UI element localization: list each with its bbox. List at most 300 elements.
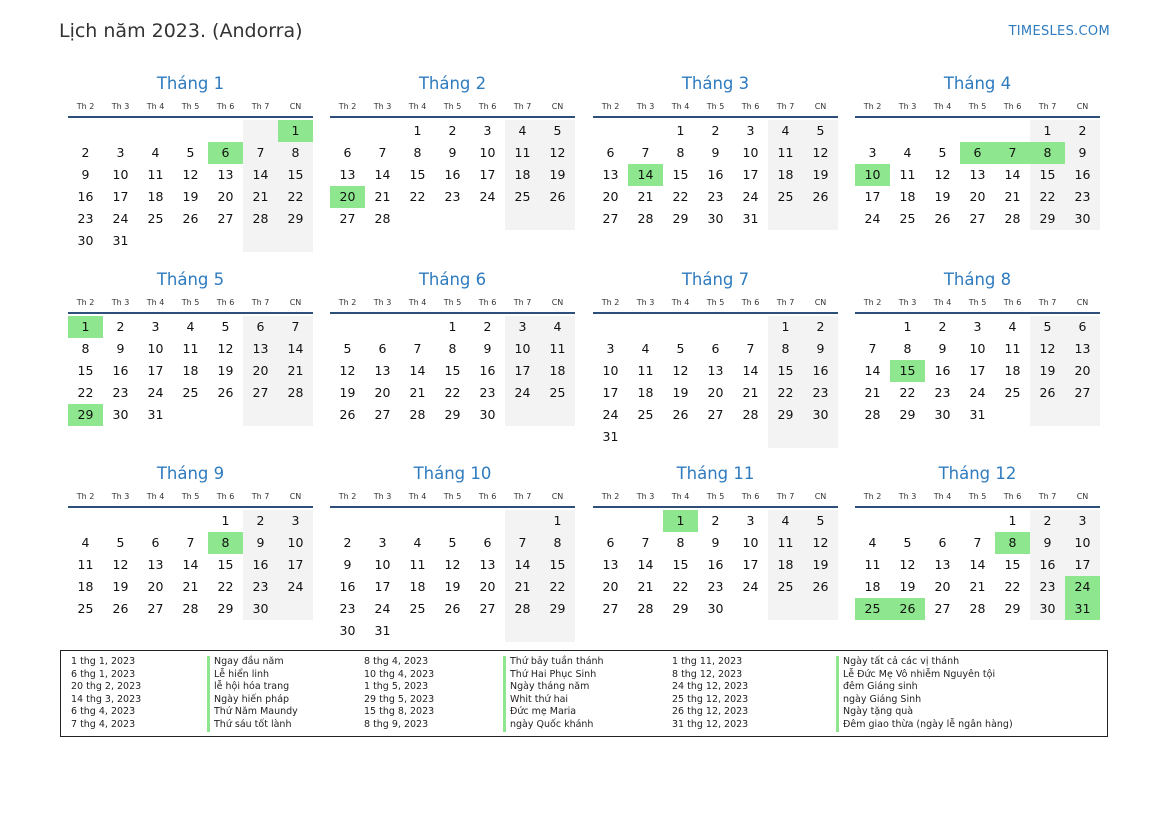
day-cell[interactable]: 13 <box>602 167 619 182</box>
day-cell[interactable]: 26 <box>812 189 829 204</box>
day-cell[interactable]: 7 <box>186 535 195 550</box>
day-cell[interactable]: 5 <box>343 341 352 356</box>
day-cell[interactable]: 24 <box>514 385 531 400</box>
day-cell[interactable]: 13 <box>1074 341 1091 356</box>
day-cell[interactable]: 18 <box>777 167 794 182</box>
day-cell[interactable]: 14 <box>969 557 986 572</box>
day-cell[interactable]: 27 <box>252 385 269 400</box>
day-cell[interactable]: 10 <box>514 341 531 356</box>
day-cell[interactable]: 24 <box>742 189 759 204</box>
day-cell[interactable]: 6 <box>151 535 160 550</box>
day-cell[interactable]: 8 <box>676 535 685 550</box>
day-cell[interactable]: 19 <box>812 557 829 572</box>
day-cell[interactable]: 21 <box>374 189 391 204</box>
day-cell[interactable]: 10 <box>147 341 164 356</box>
day-cell[interactable]: 5 <box>553 123 562 138</box>
day-cell[interactable]: 14 <box>182 557 199 572</box>
day-cell[interactable]: 30 <box>1074 211 1091 226</box>
day-cell[interactable]: 25 <box>514 189 531 204</box>
day-cell[interactable]: 24 <box>147 385 164 400</box>
day-cell[interactable]: 2 <box>711 123 720 138</box>
day-cell[interactable]: 17 <box>602 385 619 400</box>
day-cell[interactable]: 25 <box>1004 385 1021 400</box>
day-cell[interactable]: 3 <box>746 123 755 138</box>
day-cell[interactable]: 16 <box>339 579 356 594</box>
day-cell[interactable]: 28 <box>637 601 654 616</box>
day-cell[interactable]: 14 <box>514 557 531 572</box>
day-cell[interactable]: 31 <box>969 407 986 422</box>
day-cell[interactable]: 5 <box>448 535 457 550</box>
day-cell[interactable]: 1 <box>1043 123 1052 138</box>
day-cell[interactable]: 29 <box>444 407 461 422</box>
day-cell[interactable]: 27 <box>217 211 234 226</box>
day-cell[interactable]: 17 <box>1074 557 1091 572</box>
day-cell[interactable]: 21 <box>287 363 304 378</box>
day-cell[interactable]: 5 <box>221 319 230 334</box>
day-cell[interactable]: 31 <box>1065 598 1100 620</box>
day-cell[interactable]: 15 <box>777 363 794 378</box>
day-cell[interactable]: 24 <box>1065 576 1100 598</box>
day-cell[interactable]: 3 <box>868 145 877 160</box>
day-cell[interactable]: 22 <box>287 189 304 204</box>
day-cell[interactable]: 27 <box>969 211 986 226</box>
day-cell[interactable]: 6 <box>938 535 947 550</box>
day-cell[interactable]: 15 <box>672 557 689 572</box>
day-cell[interactable]: 2 <box>483 319 492 334</box>
day-cell[interactable]: 9 <box>343 557 352 572</box>
day-cell[interactable]: 7 <box>378 145 387 160</box>
day-cell[interactable]: 28 <box>969 601 986 616</box>
day-cell[interactable]: 10 <box>479 145 496 160</box>
day-cell[interactable]: 22 <box>672 189 689 204</box>
day-cell[interactable]: 17 <box>742 557 759 572</box>
day-cell[interactable]: 2 <box>711 513 720 528</box>
day-cell[interactable]: 29 <box>672 211 689 226</box>
day-cell[interactable]: 25 <box>409 601 426 616</box>
day-cell[interactable]: 9 <box>448 145 457 160</box>
day-cell[interactable]: 24 <box>287 579 304 594</box>
day-cell[interactable]: 12 <box>217 341 234 356</box>
day-cell[interactable]: 16 <box>77 189 94 204</box>
day-cell[interactable]: 23 <box>707 189 724 204</box>
day-cell[interactable]: 24 <box>479 189 496 204</box>
day-cell[interactable]: 3 <box>378 535 387 550</box>
day-cell[interactable]: 19 <box>339 385 356 400</box>
day-cell[interactable]: 13 <box>602 557 619 572</box>
day-cell[interactable]: 26 <box>672 407 689 422</box>
day-cell[interactable]: 15 <box>444 363 461 378</box>
day-cell[interactable]: 23 <box>252 579 269 594</box>
day-cell[interactable]: 13 <box>969 167 986 182</box>
day-cell[interactable]: 10 <box>112 167 129 182</box>
day-cell[interactable]: 26 <box>444 601 461 616</box>
day-cell[interactable]: 18 <box>514 167 531 182</box>
day-cell[interactable]: 1 <box>663 510 698 532</box>
day-cell[interactable]: 22 <box>409 189 426 204</box>
day-cell[interactable]: 22 <box>777 385 794 400</box>
day-cell[interactable]: 7 <box>973 535 982 550</box>
day-cell[interactable]: 23 <box>339 601 356 616</box>
day-cell[interactable]: 6 <box>343 145 352 160</box>
day-cell[interactable]: 13 <box>934 557 951 572</box>
day-cell[interactable]: 5 <box>186 145 195 160</box>
day-cell[interactable]: 31 <box>374 623 391 638</box>
day-cell[interactable]: 24 <box>112 211 129 226</box>
day-cell[interactable]: 26 <box>890 598 925 620</box>
day-cell[interactable]: 12 <box>444 557 461 572</box>
day-cell[interactable]: 19 <box>812 167 829 182</box>
day-cell[interactable]: 29 <box>68 404 103 426</box>
day-cell[interactable]: 8 <box>995 532 1030 554</box>
day-cell[interactable]: 15 <box>409 167 426 182</box>
day-cell[interactable]: 13 <box>374 363 391 378</box>
day-cell[interactable]: 19 <box>182 189 199 204</box>
day-cell[interactable]: 23 <box>444 189 461 204</box>
day-cell[interactable]: 9 <box>938 341 947 356</box>
day-cell[interactable]: 13 <box>252 341 269 356</box>
day-cell[interactable]: 2 <box>938 319 947 334</box>
day-cell[interactable]: 3 <box>291 513 300 528</box>
day-cell[interactable]: 21 <box>742 385 759 400</box>
day-cell[interactable]: 30 <box>112 407 129 422</box>
day-cell[interactable]: 2 <box>448 123 457 138</box>
day-cell[interactable]: 5 <box>676 341 685 356</box>
day-cell[interactable]: 22 <box>549 579 566 594</box>
day-cell[interactable]: 13 <box>479 557 496 572</box>
day-cell[interactable]: 9 <box>1078 145 1087 160</box>
day-cell[interactable]: 12 <box>899 557 916 572</box>
day-cell[interactable]: 21 <box>514 579 531 594</box>
day-cell[interactable]: 12 <box>812 535 829 550</box>
day-cell[interactable]: 9 <box>81 167 90 182</box>
day-cell[interactable]: 12 <box>1039 341 1056 356</box>
day-cell[interactable]: 27 <box>934 601 951 616</box>
day-cell[interactable]: 12 <box>934 167 951 182</box>
day-cell[interactable]: 18 <box>1004 363 1021 378</box>
day-cell[interactable]: 18 <box>637 385 654 400</box>
day-cell[interactable]: 22 <box>1039 189 1056 204</box>
day-cell[interactable]: 7 <box>256 145 265 160</box>
day-cell[interactable]: 11 <box>777 145 794 160</box>
day-cell[interactable]: 6 <box>483 535 492 550</box>
day-cell[interactable]: 8 <box>676 145 685 160</box>
day-cell[interactable]: 19 <box>934 189 951 204</box>
day-cell[interactable]: 26 <box>1039 385 1056 400</box>
day-cell[interactable]: 28 <box>637 211 654 226</box>
day-cell[interactable]: 15 <box>287 167 304 182</box>
day-cell[interactable]: 28 <box>287 385 304 400</box>
day-cell[interactable]: 29 <box>777 407 794 422</box>
day-cell[interactable]: 3 <box>973 319 982 334</box>
day-cell[interactable]: 2 <box>816 319 825 334</box>
day-cell[interactable]: 26 <box>217 385 234 400</box>
day-cell[interactable]: 9 <box>711 145 720 160</box>
day-cell[interactable]: 13 <box>217 167 234 182</box>
day-cell[interactable]: 8 <box>448 341 457 356</box>
day-cell[interactable]: 11 <box>147 167 164 182</box>
day-cell[interactable]: 8 <box>1030 142 1065 164</box>
day-cell[interactable]: 8 <box>208 532 243 554</box>
day-cell[interactable]: 12 <box>672 363 689 378</box>
day-cell[interactable]: 19 <box>444 579 461 594</box>
day-cell[interactable]: 15 <box>1039 167 1056 182</box>
day-cell[interactable]: 29 <box>287 211 304 226</box>
day-cell[interactable]: 18 <box>864 579 881 594</box>
day-cell[interactable]: 2 <box>1043 513 1052 528</box>
day-cell[interactable]: 26 <box>339 407 356 422</box>
day-cell[interactable]: 4 <box>903 145 912 160</box>
day-cell[interactable]: 19 <box>1039 363 1056 378</box>
day-cell[interactable]: 28 <box>182 601 199 616</box>
day-cell[interactable]: 17 <box>112 189 129 204</box>
day-cell[interactable]: 21 <box>864 385 881 400</box>
day-cell[interactable]: 11 <box>637 363 654 378</box>
day-cell[interactable]: 11 <box>777 535 794 550</box>
day-cell[interactable]: 3 <box>606 341 615 356</box>
day-cell[interactable]: 30 <box>1039 601 1056 616</box>
day-cell[interactable]: 17 <box>147 363 164 378</box>
day-cell[interactable]: 16 <box>252 557 269 572</box>
day-cell[interactable]: 26 <box>182 211 199 226</box>
day-cell[interactable]: 14 <box>1004 167 1021 182</box>
day-cell[interactable]: 14 <box>637 557 654 572</box>
day-cell[interactable]: 16 <box>1074 167 1091 182</box>
day-cell[interactable]: 16 <box>479 363 496 378</box>
day-cell[interactable]: 21 <box>969 579 986 594</box>
day-cell[interactable]: 31 <box>147 407 164 422</box>
day-cell[interactable]: 17 <box>969 363 986 378</box>
day-cell[interactable]: 2 <box>343 535 352 550</box>
day-cell[interactable]: 22 <box>1004 579 1021 594</box>
day-cell[interactable]: 5 <box>1043 319 1052 334</box>
site-link[interactable]: TIMESLES.COM <box>1008 24 1110 39</box>
day-cell[interactable]: 28 <box>864 407 881 422</box>
day-cell[interactable]: 25 <box>899 211 916 226</box>
day-cell[interactable]: 15 <box>217 557 234 572</box>
day-cell[interactable]: 4 <box>553 319 562 334</box>
day-cell[interactable]: 6 <box>960 142 995 164</box>
day-cell[interactable]: 30 <box>812 407 829 422</box>
day-cell[interactable]: 17 <box>864 189 881 204</box>
day-cell[interactable]: 23 <box>812 385 829 400</box>
day-cell[interactable]: 9 <box>1043 535 1052 550</box>
day-cell[interactable]: 17 <box>514 363 531 378</box>
day-cell[interactable]: 20 <box>602 579 619 594</box>
day-cell[interactable]: 1 <box>781 319 790 334</box>
day-cell[interactable]: 23 <box>707 579 724 594</box>
day-cell[interactable]: 14 <box>409 363 426 378</box>
day-cell[interactable]: 28 <box>374 211 391 226</box>
day-cell[interactable]: 16 <box>707 167 724 182</box>
day-cell[interactable]: 6 <box>378 341 387 356</box>
day-cell[interactable]: 20 <box>707 385 724 400</box>
day-cell[interactable]: 20 <box>330 186 365 208</box>
day-cell[interactable]: 29 <box>549 601 566 616</box>
day-cell[interactable]: 18 <box>899 189 916 204</box>
day-cell[interactable]: 10 <box>374 557 391 572</box>
day-cell[interactable]: 4 <box>868 535 877 550</box>
day-cell[interactable]: 1 <box>278 120 313 142</box>
day-cell[interactable]: 6 <box>711 341 720 356</box>
day-cell[interactable]: 25 <box>147 211 164 226</box>
day-cell[interactable]: 10 <box>287 535 304 550</box>
day-cell[interactable]: 25 <box>855 598 890 620</box>
day-cell[interactable]: 4 <box>781 513 790 528</box>
day-cell[interactable]: 4 <box>518 123 527 138</box>
day-cell[interactable]: 16 <box>444 167 461 182</box>
day-cell[interactable]: 18 <box>409 579 426 594</box>
day-cell[interactable]: 1 <box>413 123 422 138</box>
day-cell[interactable]: 20 <box>147 579 164 594</box>
day-cell[interactable]: 27 <box>602 601 619 616</box>
day-cell[interactable]: 3 <box>151 319 160 334</box>
day-cell[interactable]: 25 <box>549 385 566 400</box>
day-cell[interactable]: 26 <box>934 211 951 226</box>
day-cell[interactable]: 21 <box>637 579 654 594</box>
day-cell[interactable]: 9 <box>816 341 825 356</box>
day-cell[interactable]: 13 <box>707 363 724 378</box>
day-cell[interactable]: 18 <box>147 189 164 204</box>
day-cell[interactable]: 14 <box>252 167 269 182</box>
day-cell[interactable]: 27 <box>1074 385 1091 400</box>
day-cell[interactable]: 5 <box>816 513 825 528</box>
day-cell[interactable]: 27 <box>707 407 724 422</box>
day-cell[interactable]: 16 <box>707 557 724 572</box>
day-cell[interactable]: 21 <box>637 189 654 204</box>
day-cell[interactable]: 26 <box>812 579 829 594</box>
day-cell[interactable]: 20 <box>252 363 269 378</box>
day-cell[interactable]: 9 <box>256 535 265 550</box>
day-cell[interactable]: 22 <box>672 579 689 594</box>
day-cell[interactable]: 21 <box>182 579 199 594</box>
day-cell[interactable]: 23 <box>77 211 94 226</box>
day-cell[interactable]: 11 <box>409 557 426 572</box>
day-cell[interactable]: 27 <box>602 211 619 226</box>
day-cell[interactable]: 7 <box>995 142 1030 164</box>
day-cell[interactable]: 20 <box>934 579 951 594</box>
day-cell[interactable]: 14 <box>864 363 881 378</box>
day-cell[interactable]: 8 <box>903 341 912 356</box>
day-cell[interactable]: 31 <box>112 233 129 248</box>
day-cell[interactable]: 29 <box>1004 601 1021 616</box>
day-cell[interactable]: 10 <box>855 164 890 186</box>
day-cell[interactable]: 30 <box>707 601 724 616</box>
day-cell[interactable]: 5 <box>903 535 912 550</box>
day-cell[interactable]: 9 <box>483 341 492 356</box>
day-cell[interactable]: 22 <box>899 385 916 400</box>
day-cell[interactable]: 25 <box>182 385 199 400</box>
day-cell[interactable]: 24 <box>742 579 759 594</box>
day-cell[interactable]: 9 <box>116 341 125 356</box>
day-cell[interactable]: 14 <box>287 341 304 356</box>
day-cell[interactable]: 6 <box>208 142 243 164</box>
day-cell[interactable]: 18 <box>77 579 94 594</box>
day-cell[interactable]: 16 <box>812 363 829 378</box>
day-cell[interactable]: 10 <box>742 535 759 550</box>
day-cell[interactable]: 12 <box>549 145 566 160</box>
day-cell[interactable]: 1 <box>221 513 230 528</box>
day-cell[interactable]: 2 <box>81 145 90 160</box>
day-cell[interactable]: 16 <box>934 363 951 378</box>
day-cell[interactable]: 21 <box>1004 189 1021 204</box>
day-cell[interactable]: 29 <box>899 407 916 422</box>
day-cell[interactable]: 17 <box>374 579 391 594</box>
day-cell[interactable]: 10 <box>742 145 759 160</box>
day-cell[interactable]: 14 <box>374 167 391 182</box>
day-cell[interactable]: 25 <box>77 601 94 616</box>
day-cell[interactable]: 15 <box>77 363 94 378</box>
day-cell[interactable]: 17 <box>287 557 304 572</box>
day-cell[interactable]: 17 <box>479 167 496 182</box>
day-cell[interactable]: 30 <box>479 407 496 422</box>
day-cell[interactable]: 12 <box>112 557 129 572</box>
day-cell[interactable]: 30 <box>934 407 951 422</box>
day-cell[interactable]: 4 <box>413 535 422 550</box>
day-cell[interactable]: 19 <box>549 167 566 182</box>
day-cell[interactable]: 7 <box>746 341 755 356</box>
day-cell[interactable]: 15 <box>549 557 566 572</box>
day-cell[interactable]: 8 <box>781 341 790 356</box>
day-cell[interactable]: 10 <box>602 363 619 378</box>
day-cell[interactable]: 2 <box>256 513 265 528</box>
day-cell[interactable]: 6 <box>1078 319 1087 334</box>
day-cell[interactable]: 4 <box>186 319 195 334</box>
day-cell[interactable]: 5 <box>116 535 125 550</box>
day-cell[interactable]: 3 <box>1078 513 1087 528</box>
day-cell[interactable]: 23 <box>112 385 129 400</box>
day-cell[interactable]: 30 <box>707 211 724 226</box>
day-cell[interactable]: 21 <box>252 189 269 204</box>
day-cell[interactable]: 8 <box>553 535 562 550</box>
day-cell[interactable]: 6 <box>606 145 615 160</box>
day-cell[interactable]: 1 <box>1008 513 1017 528</box>
day-cell[interactable]: 11 <box>182 341 199 356</box>
day-cell[interactable]: 1 <box>676 123 685 138</box>
day-cell[interactable]: 20 <box>969 189 986 204</box>
day-cell[interactable]: 20 <box>217 189 234 204</box>
day-cell[interactable]: 20 <box>374 385 391 400</box>
day-cell[interactable]: 6 <box>256 319 265 334</box>
day-cell[interactable]: 27 <box>147 601 164 616</box>
day-cell[interactable]: 24 <box>374 601 391 616</box>
day-cell[interactable]: 22 <box>77 385 94 400</box>
day-cell[interactable]: 1 <box>448 319 457 334</box>
day-cell[interactable]: 7 <box>868 341 877 356</box>
day-cell[interactable]: 9 <box>711 535 720 550</box>
day-cell[interactable]: 10 <box>969 341 986 356</box>
day-cell[interactable]: 25 <box>637 407 654 422</box>
day-cell[interactable]: 20 <box>479 579 496 594</box>
day-cell[interactable]: 23 <box>934 385 951 400</box>
day-cell[interactable]: 28 <box>742 407 759 422</box>
day-cell[interactable]: 6 <box>606 535 615 550</box>
day-cell[interactable]: 2 <box>1078 123 1087 138</box>
day-cell[interactable]: 21 <box>409 385 426 400</box>
day-cell[interactable]: 1 <box>68 316 103 338</box>
day-cell[interactable]: 28 <box>409 407 426 422</box>
day-cell[interactable]: 20 <box>602 189 619 204</box>
day-cell[interactable]: 11 <box>899 167 916 182</box>
day-cell[interactable]: 8 <box>291 145 300 160</box>
day-cell[interactable]: 26 <box>112 601 129 616</box>
day-cell[interactable]: 4 <box>641 341 650 356</box>
day-cell[interactable]: 5 <box>816 123 825 138</box>
day-cell[interactable]: 15 <box>890 360 925 382</box>
day-cell[interactable]: 20 <box>1074 363 1091 378</box>
day-cell[interactable]: 13 <box>147 557 164 572</box>
day-cell[interactable]: 10 <box>1074 535 1091 550</box>
day-cell[interactable]: 5 <box>938 145 947 160</box>
